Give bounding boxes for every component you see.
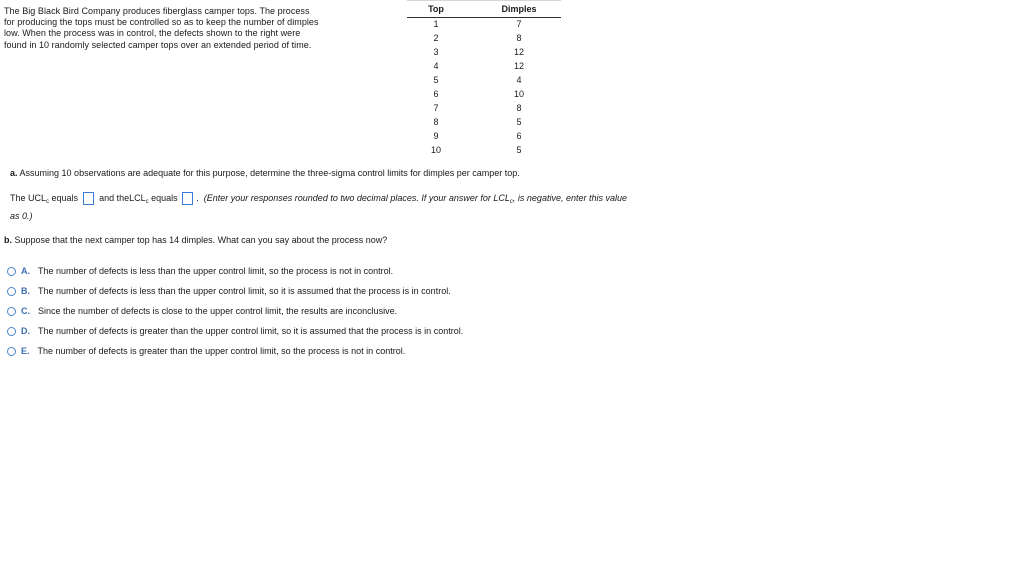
option-a[interactable]: [7, 266, 393, 276]
cell-top: 6: [433, 89, 439, 99]
cell-dimples: 8: [516, 33, 522, 43]
table-row: [407, 47, 561, 60]
table-header: [407, 4, 561, 18]
option-text: Since the number of defects is close to the upper control limit, the results are inconclusive.: [38, 306, 398, 316]
option-letter: C.: [21, 306, 30, 316]
part-b-label: b.: [4, 235, 12, 245]
table-row: [407, 19, 561, 32]
cell-dimples: 5: [516, 117, 522, 127]
cell-dimples: 10: [513, 89, 524, 99]
cell-top: 7: [433, 103, 439, 113]
table-row: [407, 103, 561, 116]
cell-top: 4: [433, 61, 439, 71]
option-letter: E.: [21, 346, 30, 356]
cell-top: 2: [433, 33, 439, 43]
option-text: The number of defects is less than the upper control limit, so the process is not in control.: [38, 266, 394, 276]
option-text: The number of defects is greater than the upper control limit, so it is assumed that the process is in control.: [38, 326, 464, 336]
ucl-label: The $UCL_c$: [10, 192, 50, 205]
table-row: [407, 131, 561, 144]
part-b-text: Suppose that the next camper top has 14 dimples. What can you say about the process now?: [14, 235, 388, 245]
cell-dimples: 4: [516, 75, 522, 85]
part-a-label: a.: [10, 168, 18, 178]
option-e[interactable]: [7, 346, 405, 356]
cell-dimples: 12: [513, 61, 524, 71]
table-top-rule: [407, 0, 561, 1]
cell-top: 9: [433, 131, 439, 141]
part-a-text: Assuming 10 observations are adequate for this purpose, determine the three-sigma control limits for dimples per camper top.: [19, 168, 520, 178]
lcl-input[interactable]: [182, 192, 193, 205]
instruction-cont: as 0.): [10, 211, 33, 221]
option-letter: D.: [21, 326, 30, 336]
cell-dimples: 5: [516, 145, 522, 155]
radio-button[interactable]: [7, 327, 16, 336]
radio-button[interactable]: [7, 287, 16, 296]
option-text: The number of defects is greater than the upper control limit, so the process is not in control.: [37, 346, 406, 356]
table-row: [407, 75, 561, 88]
problem-line: found in 10 randomly selected camper tops over an extended period of time.: [4, 39, 312, 50]
header-top: Top: [428, 4, 444, 14]
option-letter: B.: [21, 286, 30, 296]
table-row: [407, 89, 561, 102]
cell-top: 8: [433, 117, 439, 127]
part-a-answer: [10, 192, 627, 205]
option-letter: A.: [21, 266, 30, 276]
part-a-question: [10, 168, 520, 178]
cell-dimples: 8: [516, 103, 522, 113]
lcl-label: and theLCL$_c$: [99, 192, 149, 205]
cell-dimples: 7: [516, 19, 522, 29]
radio-button[interactable]: [7, 307, 16, 316]
problem-line: low. When the process was in control, the defects shown to the right were: [4, 28, 301, 39]
problem-line: The Big Black Bird Company produces fiberglass camper tops. The process: [4, 6, 310, 16]
cell-top: 3: [433, 47, 439, 57]
option-b[interactable]: [7, 286, 451, 296]
radio-button[interactable]: [7, 267, 16, 276]
instruction: (Enter your responses rounded to two decimal places. If your answer for $LCL_c$, is negative, enter this value: [203, 192, 627, 205]
period: .: [196, 192, 199, 203]
table-row: [407, 61, 561, 74]
equals-text: equals: [51, 192, 79, 203]
ucl-input[interactable]: [83, 192, 94, 205]
cell-top: 5: [433, 75, 439, 85]
table-row: [407, 117, 561, 130]
table-row: [407, 145, 561, 158]
equals-text: equals: [151, 192, 178, 203]
table-row: [407, 33, 561, 46]
cell-top: 10: [430, 145, 441, 155]
option-c[interactable]: [7, 306, 397, 316]
cell-dimples: 12: [513, 47, 524, 57]
header-dimples: Dimples: [501, 4, 537, 14]
part-b-question: [4, 235, 387, 245]
problem-line: for producing the tops must be controlled so as to keep the number of dimples: [4, 17, 319, 28]
problem-statement: [4, 6, 376, 51]
option-text: The number of defects is less than the upper control limit, so it is assumed that the process is in control.: [38, 286, 451, 296]
option-d[interactable]: [7, 326, 463, 336]
cell-top: 1: [433, 19, 439, 29]
radio-button[interactable]: [7, 347, 16, 356]
cell-dimples: 6: [516, 131, 522, 141]
